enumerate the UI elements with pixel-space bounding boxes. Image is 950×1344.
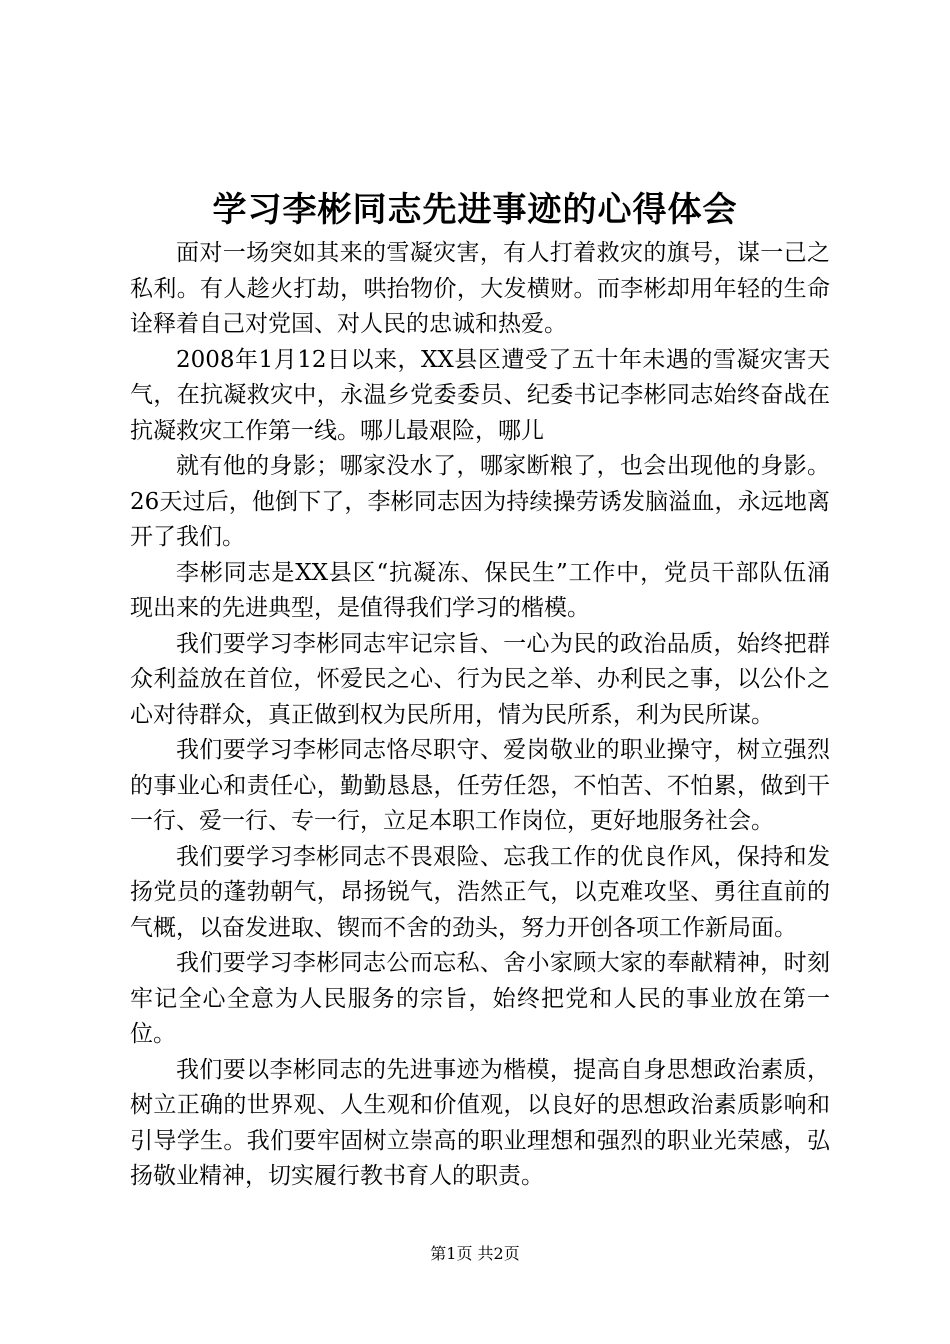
document-title: 学习李彬同志先进事迹的心得体会 (212, 190, 738, 230)
paragraph-9: 我们要以李彬同志的先进事迹为楷模，提高自身思想政治素质，树立正确的世界观、人生观和价值观，以良好的思想政治素质影响和引导学生。我们要牢固树立崇高的职业理想和强烈的职业光荣感，弘扬敬业精神，切实履行教书育人的职责。 (130, 1056, 830, 1189)
paragraph-8: 我们要学习李彬同志公而忘私、舍小家顾大家的奉献精神，时刻牢记全心全意为人民服务的宗旨，始终把党和人民的事业放在第一位。 (130, 950, 830, 1047)
document-body (130, 236, 830, 1195)
paragraph-5: 我们要学习李彬同志牢记宗旨、一心为民的政治品质，始终把群众利益放在首位，怀爱民之心、行为民之举、办利民之事，以公仆之心对待群众，真正做到权为民所用，情为民所系，利为民所谋。 (130, 630, 830, 728)
paragraph-6: 我们要学习李彬同志恪尽职守、爱岗敬业的职业操守，树立强烈的事业心和责任心，勤勤恳恳，任劳任怨，不怕苦、不怕累，做到干一行、爱一行、专一行，立足本职工作岗位，更好地服务社会。 (130, 737, 830, 834)
paragraph-7: 我们要学习李彬同志不畏艰险、忘我工作的优良作风，保持和发扬党员的蓬勃朝气，昂扬锐气，浩然正气，以克难攻坚、勇往直前的气概，以奋发进取、锲而不舍的劲头，努力开创各项工作新局面。 (130, 843, 830, 941)
paragraph-3: 就有他的身影；哪家没水了，哪家断粮了，也会出现他的身影。26天过后，他倒下了，李彬同志因为持续操劳诱发脑溢血，永远地离开了我们。 (130, 453, 830, 550)
paragraph-2: 2008年1月12日以来，XX县区遭受了五十年未遇的雪凝灾害天气，在抗凝救灾中，永温乡党委委员、纪委书记李彬同志始终奋战在抗凝救灾工作第一线。哪儿最艰险，哪儿 (130, 346, 830, 444)
paragraph-4: 李彬同志是XX县区“抗凝冻、保民生”工作中，党员干部队伍涌现出来的先进典型，是值得我们学习的楷模。 (130, 559, 830, 621)
paragraph-1: 面对一场突如其来的雪凝灾害，有人打着救灾的旗号，谋一己之私利。有人趁火打劫，哄抬物价，大发横财。而李彬却用年轻的生命诠释着自己对党国、对人民的忠诚和热爱。 (130, 240, 830, 337)
page-number-footer: 第1页 共2页 (430, 1244, 520, 1263)
